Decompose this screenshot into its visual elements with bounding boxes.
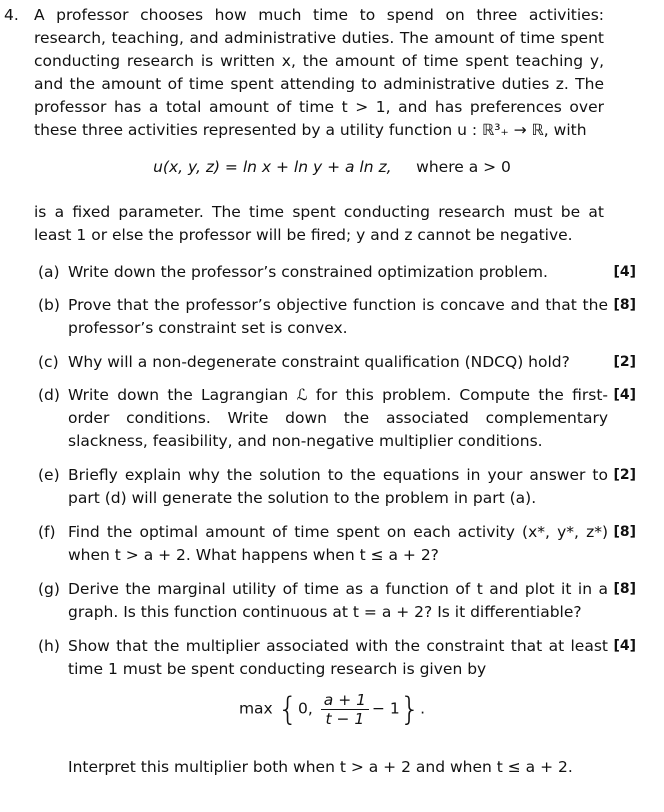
part-label: (d) [38,386,60,404]
part-text: Write down the professor’s constrained optimization problem. [68,263,548,281]
formula-minus-one: − 1 [371,699,400,718]
formula-denominator: t − 1 [325,709,365,728]
part-f [38,521,608,567]
part-label: (a) [38,263,60,281]
utility-condition: where a > 0 [416,158,511,176]
part-label: (e) [38,466,60,484]
part-f-marks: [8] [613,524,636,540]
formula-fraction [321,691,369,728]
question-continuation: is a fixed parameter. The time spent conducting research must be at least 1 or else the professor will be fired; y and z cannot be negative. [34,203,604,244]
part-b-marks: [8] [613,297,636,313]
part-b [38,294,608,340]
part-c [38,351,608,374]
part-text: Derive the marginal utility of time as a function of t and plot it in a graph. Is this function continuous at t = a + 2? Is it differentiable? [68,580,608,621]
question-intro [4,4,604,142]
part-e-marks: [2] [613,467,636,483]
part-label: (h) [38,637,60,655]
part-label: (f) [38,523,56,541]
part-g [38,578,608,624]
part-a [38,261,608,284]
question-intro-text: A professor chooses how much time to spend on three activities: research, teaching, and administrative duties. The amount of time spent conducting research is written x, the amount of time spent teaching y, and the amount of time spent attending to administrative duties z. The professor has a total amount of time t > 1, and has preferences over these three activities represented by a utility function u : ℝ³₊ → ℝ, with [34,6,604,139]
part-text: Find the optimal amount of time spent on each activity (x*, y*, z*) when t > a + 2. What happens when t ≤ a + 2? [68,523,608,564]
formula-zero: 0, [298,699,313,718]
part-text: Write down the Lagrangian ℒ for this problem. Compute the first-order conditions. Write down the associated complementary slackness, feasibility, and non-negative multiplier conditions. [68,386,608,450]
closing-text: Interpret this multiplier both when t > a + 2 and when t ≤ a + 2. [68,758,573,776]
part-g-marks: [8] [613,581,636,597]
formula-numerator: a + 1 [321,691,369,710]
utility-formula: u(x, y, z) = ln x + ln y + a ln z, [153,158,392,176]
part-a-marks: [4] [613,264,636,280]
utility-equation [0,158,664,176]
right-brace: } [399,690,421,728]
formula-max: max [238,699,273,718]
multiplier-formula: max {0, $\frac{a + 1}{t - 1}$ − 1}. [238,690,426,728]
part-text: Show that the multiplier associated with the constraint that at least time 1 must be spent conducting research is given by [68,637,608,678]
part-text: Briefly explain why the solution to the equations in your answer to part (d) will generate the solution to the problem in part (a). [68,466,608,507]
left-brace: { [277,690,299,728]
part-label: (b) [38,296,60,314]
part-d [38,384,608,453]
part-d-marks: [4] [613,387,636,403]
part-label: (c) [38,353,59,371]
part-h-marks: [4] [613,638,636,654]
part-c-marks: [2] [613,354,636,370]
part-text: Why will a non-degenerate constraint qualification (NDCQ) hold? [68,353,570,371]
question-number: 4. [4,6,19,24]
part-label: (g) [38,580,60,598]
part-text: Prove that the professor’s objective function is concave and that the professor’s constraint set is convex. [68,296,608,337]
part-h [38,635,608,681]
part-e [38,464,608,510]
